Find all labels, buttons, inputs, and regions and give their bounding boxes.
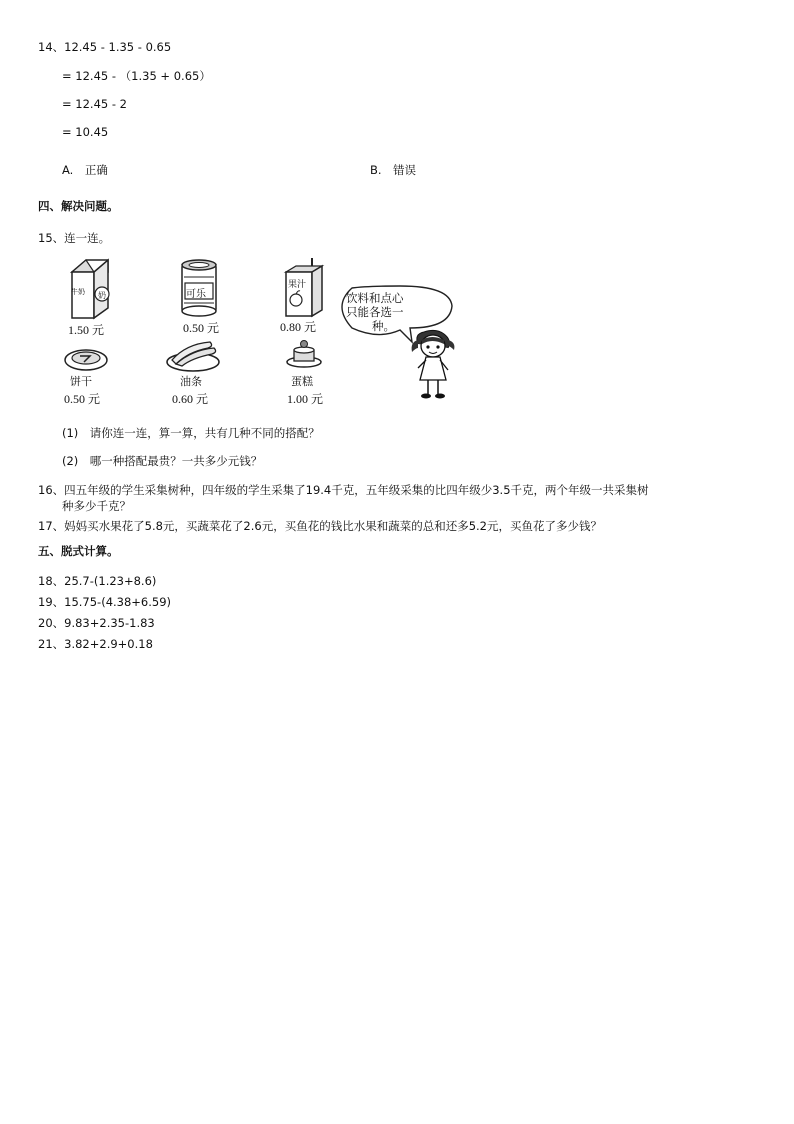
girl-character-icon: [410, 330, 458, 402]
cake-label: 蛋糕: [291, 375, 313, 388]
section-4-title: 四、解决问题。: [38, 199, 119, 213]
q14-expression: 14、12.45 - 1.35 - 0.65: [38, 40, 172, 54]
q14-option-b[interactable]: B. 错误: [370, 163, 417, 177]
cola-price: 0.50 元: [183, 321, 220, 335]
section-5-title: 五、脱式计算。: [38, 544, 119, 558]
youtiao-plate-icon: [166, 338, 220, 372]
biscuit-price: 0.50 元: [64, 392, 101, 406]
youtiao-label: 油条: [180, 375, 202, 388]
youtiao-price: 0.60 元: [172, 392, 209, 406]
cake-plate-icon: [286, 338, 322, 368]
speech-line-1: 饮料和点心: [346, 291, 404, 305]
calc-item-19: 19、15.75-(4.38+6.59): [38, 595, 172, 609]
calc-item-18: 18、25.7-(1.23+8.6): [38, 574, 157, 588]
svg-text:奶: 奶: [98, 291, 106, 300]
juice-price: 0.80 元: [280, 320, 317, 334]
biscuit-plate-icon: [64, 344, 108, 372]
q16-line-1: 16、四五年级的学生采集树种，四年级的学生采集了19.4千克，五年级采集的比四年级少3.5千克，两个年级一共采集树: [38, 483, 649, 497]
speech-line-3: 种。: [372, 319, 395, 333]
q15-subquestion-2: (2) 哪一种搭配最贵？一共多少元钱？: [62, 454, 263, 468]
q17-text: 17、妈妈买水果花了5.8元，买蔬菜花了2.6元，买鱼花的钱比水果和蔬菜的总和还多5.2元，买鱼花了多少钱？: [38, 519, 602, 533]
q16-line-2: 种多少千克？: [62, 499, 131, 513]
q15-subquestion-1: (1) 请你连一连，算一算，共有几种不同的搭配？: [62, 426, 320, 440]
juice-box-label: 果汁: [288, 280, 307, 290]
q14-step-1: = 12.45 - （1.35 + 0.65）: [62, 69, 211, 83]
cola-can-label: 可乐: [186, 289, 206, 300]
calc-item-21: 21、3.82+2.9+0.18: [38, 637, 153, 651]
q15-title: 15、连一连。: [38, 231, 111, 245]
q14-step-3: = 10.45: [62, 125, 109, 139]
cake-price: 1.00 元: [287, 392, 324, 406]
speech-line-2: 只能各选一: [346, 305, 404, 319]
q14-step-2: = 12.45 - 2: [62, 97, 127, 111]
milk-price: 1.50 元: [68, 323, 105, 337]
calc-item-20: 20、9.83+2.35-1.83: [38, 616, 155, 630]
biscuit-label: 饼干: [70, 375, 92, 388]
milk-carton-label: 牛奶: [71, 288, 85, 296]
q14-option-a[interactable]: A. 正确: [62, 163, 108, 177]
